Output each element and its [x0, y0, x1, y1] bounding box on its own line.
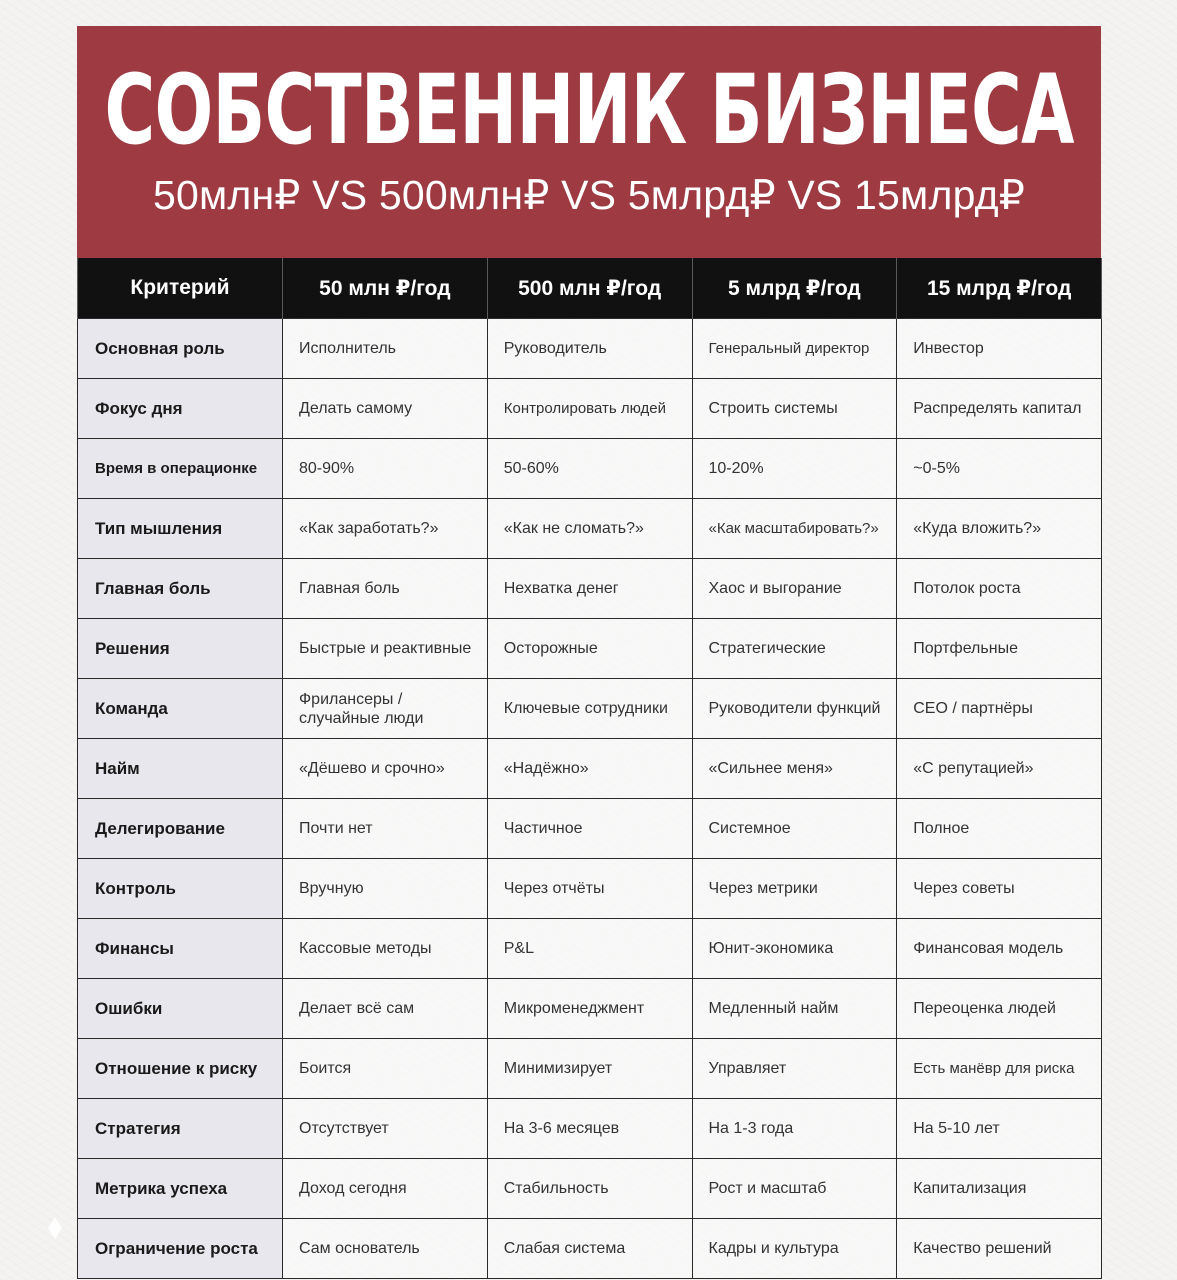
value-cell-5b: [692, 979, 897, 1039]
value-cell-15b: [897, 1039, 1102, 1099]
cell-value: Ключевые сотрудники: [503, 700, 668, 717]
criterion-label: Команда: [95, 699, 168, 718]
cell-value: Качество решений: [913, 1240, 1052, 1257]
cell-value: Делает всё сам: [299, 1000, 415, 1017]
value-cell-50m: [283, 499, 488, 559]
table-row: [78, 859, 1102, 919]
cell-value: Частичное: [503, 820, 583, 837]
cell-value: Нехватка денег: [503, 580, 619, 597]
cell-value: Юнит-экономика: [708, 940, 834, 957]
cell-value: Хаос и выгорание: [708, 580, 842, 597]
criterion-cell: [78, 1099, 283, 1159]
value-cell-50m: [283, 319, 488, 379]
cell-value: Делать самому: [299, 400, 413, 417]
cell-value: «Как масштабировать?»: [708, 520, 879, 537]
value-cell-5b: [692, 1039, 897, 1099]
cell-value: Микроменеджмент: [503, 1000, 645, 1017]
value-cell-15b: [897, 559, 1102, 619]
table-row: [78, 739, 1102, 799]
value-cell-500m: [487, 799, 692, 859]
value-cell-15b: [897, 499, 1102, 559]
table-row: [78, 979, 1102, 1039]
cell-value: Кассовые методы: [299, 940, 432, 957]
cell-value: Полное: [913, 820, 970, 837]
criterion-cell: [78, 379, 283, 439]
criterion-label: Фокус дня: [95, 399, 183, 418]
criterion-label: Тип мышления: [95, 519, 223, 538]
cell-value: Переоценка людей: [913, 1000, 1056, 1017]
value-cell-500m: [487, 619, 692, 679]
cell-value: Боится: [299, 1060, 352, 1077]
criterion-label: Найм: [95, 759, 140, 778]
value-cell-5b: [692, 739, 897, 799]
cell-value: Портфельные: [913, 640, 1018, 657]
value-cell-50m: [283, 619, 488, 679]
cell-value: Отсутствует: [299, 1120, 389, 1137]
value-cell-5b: [692, 1219, 897, 1279]
value-cell-5b: [692, 319, 897, 379]
title-banner: [77, 26, 1101, 258]
column-header-15b: 15 млрд ₽/год: [897, 258, 1102, 319]
value-cell-15b: [897, 679, 1102, 739]
cell-value: Капитализация: [913, 1180, 1027, 1197]
value-cell-15b: [897, 919, 1102, 979]
cell-value: Системное: [708, 820, 791, 837]
cell-value: Кадры и культура: [708, 1240, 839, 1257]
table-row: [78, 439, 1102, 499]
page-subtitle: 50млн₽ VS 500млн₽ VS 5млрд₽ VS 15млрд₽: [152, 172, 1026, 218]
column-header-500m: 500 млн ₽/год: [487, 258, 692, 319]
cell-value: Руководители функций: [708, 700, 881, 717]
cell-value: Инвестор: [913, 340, 984, 357]
value-cell-50m: [283, 1219, 488, 1279]
cell-value: Контролировать людей: [503, 400, 666, 417]
cell-value: Распределять капитал: [913, 400, 1082, 417]
comparison-table: [77, 258, 1102, 1279]
value-cell-15b: [897, 319, 1102, 379]
criterion-cell: [78, 859, 283, 919]
value-cell-500m: [487, 1159, 692, 1219]
cell-value: Через советы: [913, 880, 1015, 897]
criterion-label: Отношение к риску: [95, 1059, 258, 1078]
cell-value: «Надёжно»: [503, 760, 589, 777]
cell-value: Через отчёты: [503, 880, 605, 897]
criterion-cell: [78, 499, 283, 559]
cell-value: Почти нет: [299, 820, 373, 837]
value-cell-5b: [692, 1099, 897, 1159]
watermark-diamond-icon: [48, 1217, 62, 1239]
column-header-5b: 5 млрд ₽/год: [692, 258, 897, 319]
criterion-label: Стратегия: [95, 1119, 181, 1138]
column-header-criterion: Критерий: [78, 258, 283, 319]
criterion-label: Ограничение роста: [95, 1239, 258, 1258]
cell-value: «С репутацией»: [913, 760, 1034, 777]
cell-value: Рост и масштаб: [708, 1180, 827, 1197]
value-cell-15b: [897, 739, 1102, 799]
criterion-cell: [78, 619, 283, 679]
value-cell-500m: [487, 319, 692, 379]
value-cell-50m: [283, 799, 488, 859]
criterion-cell: [78, 979, 283, 1039]
cell-value: Медленный найм: [708, 1000, 839, 1017]
value-cell-15b: [897, 1099, 1102, 1159]
cell-value: «Куда вложить?»: [913, 520, 1042, 537]
table-row: [78, 1039, 1102, 1099]
value-cell-500m: [487, 919, 692, 979]
cell-value: Строить системы: [708, 400, 838, 417]
value-cell-50m: [283, 979, 488, 1039]
cell-value: Управляет: [708, 1060, 787, 1077]
cell-value: Стабильность: [503, 1180, 609, 1197]
cell-value: Руководитель: [503, 340, 607, 357]
cell-value: Минимизирует: [503, 1060, 613, 1077]
cell-value: На 1-3 года: [708, 1120, 794, 1137]
value-cell-5b: [692, 919, 897, 979]
cell-value: Вручную: [299, 880, 364, 897]
infographic-sheet: [77, 26, 1101, 1279]
criterion-label: Ошибки: [95, 999, 163, 1018]
value-cell-50m: [283, 439, 488, 499]
value-cell-5b: [692, 679, 897, 739]
value-cell-15b: [897, 799, 1102, 859]
value-cell-5b: [692, 619, 897, 679]
value-cell-5b: [692, 379, 897, 439]
cell-value: Исполнитель: [299, 340, 397, 357]
cell-value: Через метрики: [708, 880, 818, 897]
value-cell-5b: [692, 799, 897, 859]
value-cell-500m: [487, 379, 692, 439]
cell-value: «Как не сломать?»: [503, 520, 644, 537]
cell-value: Есть манёвр для риска: [913, 1060, 1075, 1077]
value-cell-15b: [897, 619, 1102, 679]
value-cell-500m: [487, 559, 692, 619]
value-cell-500m: [487, 499, 692, 559]
value-cell-5b: [692, 499, 897, 559]
value-cell-50m: [283, 739, 488, 799]
cell-value: 10-20%: [708, 460, 764, 477]
criterion-label: Метрика успеха: [95, 1179, 228, 1198]
value-cell-5b: [692, 859, 897, 919]
criterion-label: Финансы: [95, 939, 174, 958]
table-row: [78, 1099, 1102, 1159]
criterion-cell: [78, 439, 283, 499]
value-cell-500m: [487, 739, 692, 799]
cell-value: На 3-6 месяцев: [503, 1120, 620, 1137]
criterion-cell: [78, 319, 283, 379]
cell-value: Фрилансеры / случайные люди: [299, 690, 424, 727]
value-cell-5b: [692, 559, 897, 619]
cell-value: Сам основатель: [299, 1240, 420, 1257]
criterion-label: Делегирование: [95, 819, 225, 838]
value-cell-50m: [283, 379, 488, 439]
criterion-cell: [78, 679, 283, 739]
cell-value: Слабая система: [503, 1240, 626, 1257]
criterion-cell: [78, 1039, 283, 1099]
table-row: [78, 679, 1102, 739]
value-cell-15b: [897, 1219, 1102, 1279]
cell-value: 80-90%: [299, 460, 355, 477]
cell-value: На 5-10 лет: [913, 1120, 1000, 1137]
value-cell-500m: [487, 979, 692, 1039]
value-cell-50m: [283, 1159, 488, 1219]
criterion-cell: [78, 1219, 283, 1279]
value-cell-15b: [897, 439, 1102, 499]
value-cell-50m: [283, 919, 488, 979]
value-cell-50m: [283, 1099, 488, 1159]
value-cell-50m: [283, 859, 488, 919]
criterion-cell: [78, 739, 283, 799]
cell-value: P&L: [503, 940, 534, 957]
cell-value: 50-60%: [503, 460, 559, 477]
cell-value: Главная боль: [299, 580, 400, 597]
page-title: СОБСТВЕННИК БИЗНЕСА: [104, 54, 1074, 166]
criterion-cell: [78, 919, 283, 979]
value-cell-50m: [283, 1039, 488, 1099]
criterion-label: Время в операционке: [95, 460, 258, 477]
criterion-label: Контроль: [95, 879, 176, 898]
value-cell-15b: [897, 979, 1102, 1039]
value-cell-500m: [487, 439, 692, 499]
value-cell-15b: [897, 859, 1102, 919]
value-cell-50m: [283, 679, 488, 739]
cell-value: Финансовая модель: [913, 940, 1064, 957]
criterion-label: Главная боль: [95, 579, 211, 598]
cell-value: Стратегические: [708, 640, 826, 657]
value-cell-500m: [487, 679, 692, 739]
table-row: [78, 919, 1102, 979]
cell-value: Быстрые и реактивные: [299, 640, 472, 657]
value-cell-15b: [897, 1159, 1102, 1219]
value-cell-500m: [487, 1219, 692, 1279]
cell-value: «Как заработать?»: [299, 520, 439, 537]
value-cell-5b: [692, 439, 897, 499]
table-row: [78, 499, 1102, 559]
criterion-cell: [78, 799, 283, 859]
criterion-label: Решения: [95, 639, 170, 658]
column-header-50m: 50 млн ₽/год: [283, 258, 488, 319]
table-row: [78, 619, 1102, 679]
value-cell-500m: [487, 1099, 692, 1159]
cell-value: Потолок роста: [913, 580, 1021, 597]
cell-value: «Сильнее меня»: [708, 760, 833, 777]
criterion-label: Основная роль: [95, 339, 225, 358]
cell-value: Осторожные: [503, 640, 598, 657]
table-row: [78, 319, 1102, 379]
table-row: [78, 559, 1102, 619]
criterion-cell: [78, 1159, 283, 1219]
cell-value: CEO / партнёры: [913, 700, 1033, 717]
cell-value: Генеральный директор: [708, 340, 870, 357]
table-header-row: [78, 258, 1102, 319]
value-cell-15b: [897, 379, 1102, 439]
value-cell-50m: [283, 559, 488, 619]
value-cell-500m: [487, 859, 692, 919]
cell-value: ~0-5%: [913, 460, 960, 477]
table-row: [78, 1219, 1102, 1279]
criterion-cell: [78, 559, 283, 619]
value-cell-500m: [487, 1039, 692, 1099]
table-row: [78, 1159, 1102, 1219]
cell-value: Доход сегодня: [299, 1180, 407, 1197]
table-row: [78, 379, 1102, 439]
cell-value: «Дёшево и срочно»: [299, 760, 445, 777]
table-row: [78, 799, 1102, 859]
value-cell-5b: [692, 1159, 897, 1219]
